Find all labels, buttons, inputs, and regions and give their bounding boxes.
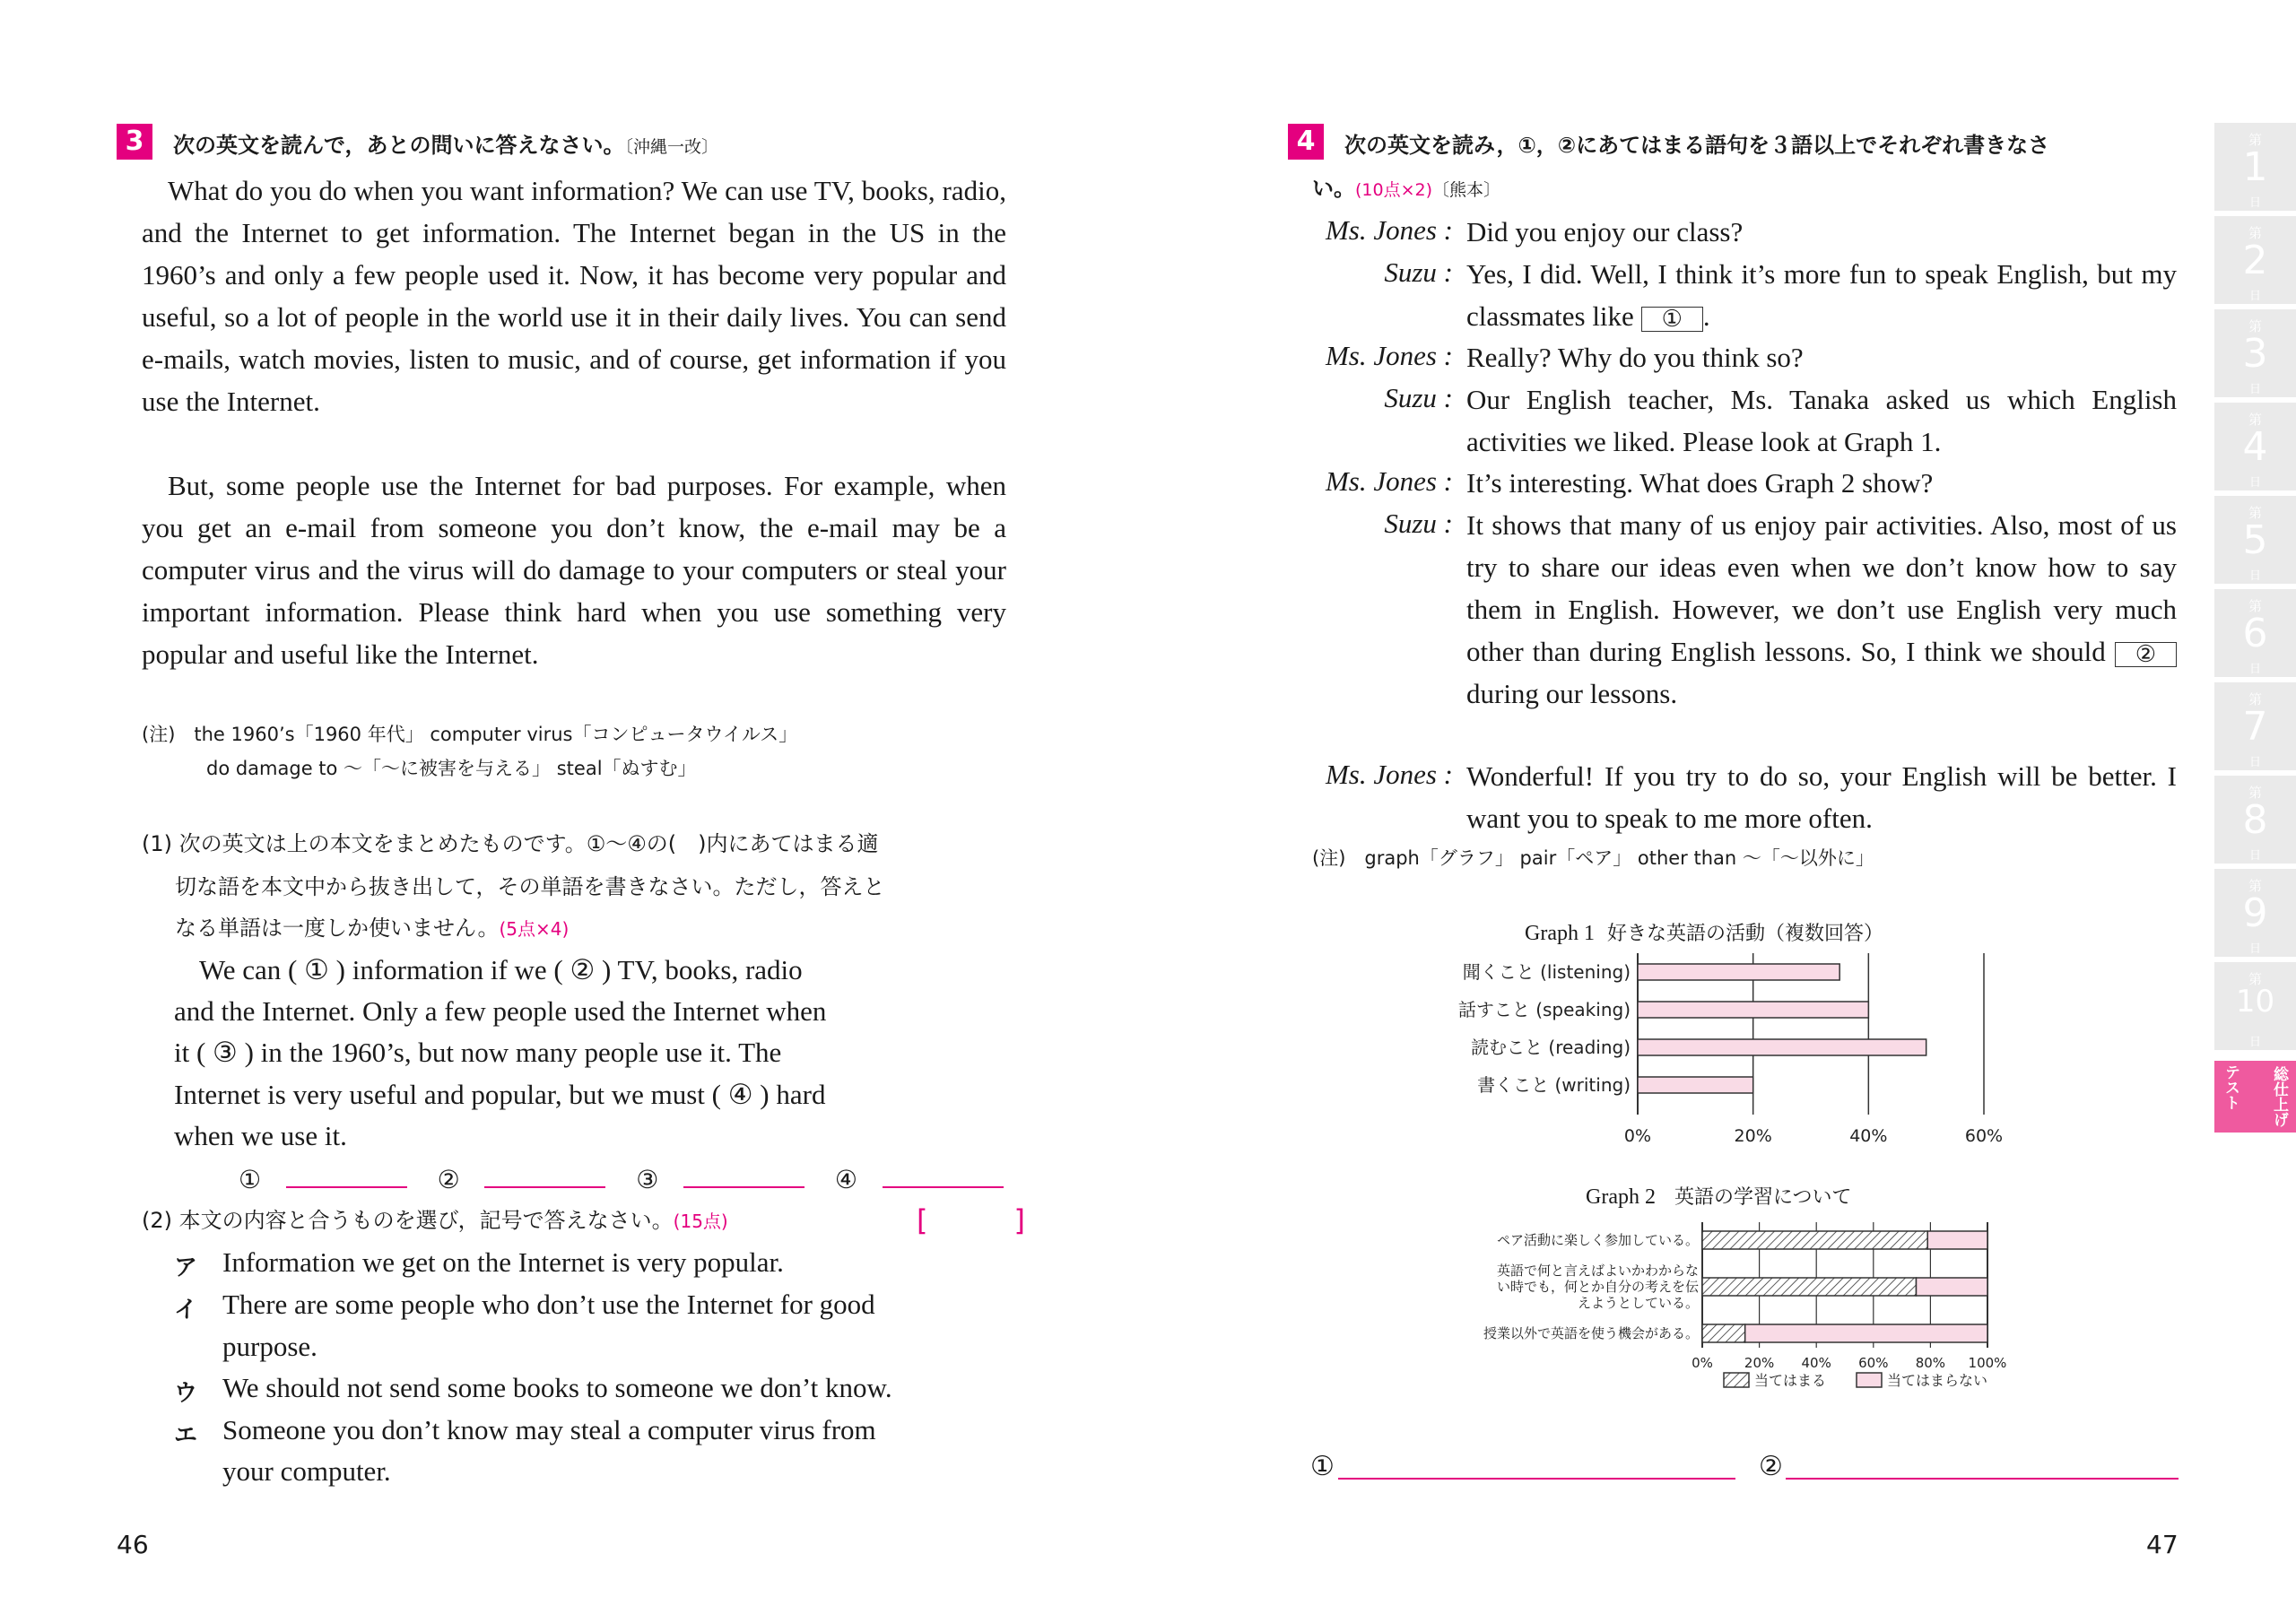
graph-1-category-label: 読むこと (reading) bbox=[1471, 1037, 1631, 1058]
question-3-source: 〔沖縄一改〕 bbox=[624, 137, 719, 157]
graph-2-bar-applies bbox=[1702, 1324, 1745, 1342]
graph-2-legend-label-applies: 当てはまる bbox=[1754, 1372, 1827, 1389]
choice-i-text: There are some people who don’t use the Internet for good bbox=[222, 1289, 875, 1320]
graph-2-legend-label-not-applies: 当てはまらない bbox=[1887, 1372, 1988, 1389]
question-3-heading bbox=[173, 127, 718, 159]
graph-2-tick-label: 60% bbox=[1858, 1355, 1889, 1371]
graph-1-tick-label: 60% bbox=[1964, 1126, 2004, 1146]
graph-2-bar-not-applies bbox=[1927, 1231, 1987, 1249]
summary-line-5: when we use it. bbox=[174, 1120, 347, 1151]
side-tab-prefix: 第 bbox=[2248, 598, 2262, 614]
question-4-number-badge: 4 bbox=[1288, 124, 1324, 160]
graph-1-title-en: Graph 1 bbox=[1525, 922, 1595, 945]
graph-2-tick-label: 80% bbox=[1915, 1355, 1946, 1371]
side-tab-prefix: 第 bbox=[2248, 318, 2262, 334]
passage-paragraph-2: But, some people use the Internet for bad purposes. For example, when you get an e-mail from someone you don’t know, the e-mail may be a computer virus and the virus will do damage to your computers or steal your important information. Please think hard when you use something very popular and useful like the Internet. bbox=[142, 470, 1006, 670]
question-1-line-2: 切な語を本文中から抜き出して，その単語を書きなさい。ただし，答えと bbox=[175, 874, 885, 899]
side-tab-prefix: 第 bbox=[2248, 878, 2262, 894]
side-tab-day-8[interactable] bbox=[2214, 776, 2296, 864]
choice-a-label: ア bbox=[174, 1254, 198, 1281]
question-3-title: 次の英文を読んで，あとの問いに答えなさい。 bbox=[173, 133, 625, 158]
speaker-suzu-2: Suzu : bbox=[1384, 382, 1453, 413]
question-1-points: (5点×4) bbox=[499, 918, 570, 940]
dialogue-line-3: Really? Why do you think so? bbox=[1466, 342, 1804, 373]
graph-2-title-jp: 英語の学習について bbox=[1674, 1186, 1852, 1209]
graph-2-category-label: えようとしている。 bbox=[1577, 1295, 1699, 1311]
side-tab-suffix: 日 bbox=[2248, 290, 2261, 303]
question-2-answer-bracket[interactable]: [ ] bbox=[917, 1203, 1025, 1237]
answer-1-label: ① bbox=[1310, 1452, 1335, 1481]
dialogue-note: (注) graph「グラフ」 pair「ペア」 other than 〜「〜以外に」 bbox=[1312, 847, 1874, 869]
question-1-line-3 bbox=[175, 907, 569, 950]
graph-1-chart bbox=[1435, 946, 2063, 1146]
dialogue-line-2-text: Yes, I did. Well, I think it’s more fun to speak English, but my classmates like bbox=[1466, 258, 2177, 332]
question-3-number-badge: 3 bbox=[117, 124, 152, 160]
side-tab-final-test[interactable] bbox=[2214, 1061, 2296, 1133]
summary-line-3: it ( ③ ) in the 1960’s, but now many people use it. The bbox=[174, 1037, 782, 1068]
graph-2-bar-not-applies bbox=[1917, 1278, 1988, 1296]
side-tab-day-3[interactable] bbox=[2214, 309, 2296, 397]
side-tab-suffix: 日 bbox=[2248, 1036, 2261, 1049]
graph-2-tick-label: 100% bbox=[1968, 1355, 2007, 1371]
question-2-text: (2) 本文の内容と合うものを選び，記号で答えなさい。 bbox=[142, 1208, 674, 1233]
side-tab-suffix: 日 bbox=[2248, 476, 2261, 490]
answer-blank-4[interactable] bbox=[883, 1161, 1004, 1188]
dialogue-line-4: Our English teacher, Ms. Tanaka asked us which English activities we liked. Please look at Graph 1. bbox=[1466, 384, 2177, 457]
side-tab-day-1[interactable] bbox=[2214, 123, 2296, 211]
side-tab-day-9[interactable] bbox=[2214, 869, 2296, 957]
final-tab-line-2: テスト bbox=[2222, 1064, 2239, 1110]
passage-paragraph-1: What do you do when you want information? We can use TV, books, radio, and the Internet to get information. The Internet began in the US in the 1960’s and only a few people used it. Now, it has become very popular and useful, so a lot of people in the world use it in their daily lives. You can send e-mails, watch movies, listen to music, and of course, get information if you use the Internet. bbox=[142, 175, 1006, 417]
side-tab-suffix: 日 bbox=[2248, 663, 2261, 676]
passage-note-line-1: (注) the 1960’s「1960 年代」 computer virus「コンピュータウイルス」 bbox=[142, 724, 798, 745]
dialogue-line-2-end: . bbox=[1702, 300, 1710, 332]
side-tab-prefix: 第 bbox=[2248, 412, 2262, 428]
question-2-line bbox=[142, 1200, 728, 1243]
blank-box-2: ② bbox=[2115, 642, 2177, 667]
choice-u-text: We should not send some books to someone we don’t know. bbox=[222, 1372, 892, 1403]
side-tab-number: 8 bbox=[2242, 797, 2268, 843]
side-tab-number: 9 bbox=[2242, 890, 2268, 936]
side-tab-suffix: 日 bbox=[2248, 383, 2261, 396]
side-tab-day-10[interactable] bbox=[2214, 962, 2296, 1050]
side-tab-number: 7 bbox=[2242, 704, 2268, 750]
side-tab-day-7[interactable] bbox=[2214, 682, 2296, 770]
graph-2-title-en: Graph 2 bbox=[1586, 1185, 1656, 1209]
dialogue-line-2 bbox=[1466, 253, 2177, 337]
summary-line-2: and the Internet. Only a few people used the Internet when bbox=[174, 995, 827, 1027]
blank-3-label: ③ bbox=[636, 1167, 659, 1194]
choice-e-label: エ bbox=[174, 1422, 198, 1449]
question-1-line-3-text: なる単語は一度しか使いません。 bbox=[175, 916, 500, 941]
summary-line-1: We can ( ① ) information if we ( ② ) TV, books, radio bbox=[199, 954, 803, 985]
side-tab-prefix: 第 bbox=[2248, 971, 2262, 987]
speaker-suzu-1: Suzu : bbox=[1384, 256, 1453, 288]
graph-1-bar bbox=[1638, 1002, 1868, 1018]
question-2-points: (15点) bbox=[673, 1211, 728, 1232]
graph-1-tick-label: 20% bbox=[1734, 1126, 1772, 1146]
page-number-right: 47 bbox=[2146, 1530, 2179, 1559]
graph-1-category-label: 話すこと (speaking) bbox=[1457, 999, 1631, 1020]
side-tab-suffix: 日 bbox=[2248, 942, 2261, 956]
choice-u-label: ウ bbox=[174, 1380, 198, 1407]
side-tab-number: 10 bbox=[2235, 984, 2275, 1020]
graph-1-bar bbox=[1638, 1039, 1926, 1055]
dialogue-line-6-end: during our lessons. bbox=[1466, 678, 1678, 709]
side-tab-suffix: 日 bbox=[2248, 756, 2261, 769]
page-number-left: 46 bbox=[117, 1530, 149, 1559]
answer-blank-1[interactable] bbox=[286, 1161, 407, 1188]
choice-e-text-cont: your computer. bbox=[222, 1455, 391, 1487]
speaker-ms-jones-1: Ms. Jones : bbox=[1325, 214, 1453, 246]
dialogue-line-6-text: It shows that many of us enjoy pair activities. Also, most of us try to share our ideas even when we don’t know how to say them in English. However, we don’t use English very much other than during English lessons. So, I think we should bbox=[1466, 509, 2177, 667]
graph-1-bar bbox=[1638, 964, 1839, 980]
graph-1-bar bbox=[1638, 1077, 1753, 1093]
side-tab-day-2[interactable] bbox=[2214, 216, 2296, 304]
graph-2-tick-label: 20% bbox=[1744, 1355, 1775, 1371]
choice-i-label: イ bbox=[174, 1297, 198, 1324]
side-tab-day-4[interactable] bbox=[2214, 403, 2296, 490]
dialogue-line-7: Wonderful! If you try to do so, your English will be better. I want you to speak to me more often. bbox=[1466, 760, 2177, 834]
question-4-title-end: い。 bbox=[1312, 176, 1355, 201]
side-tab-prefix: 第 bbox=[2248, 225, 2262, 241]
answer-2-line[interactable] bbox=[1786, 1478, 2179, 1480]
graph-1-tick-label: 40% bbox=[1849, 1126, 1888, 1146]
side-tab-number: 3 bbox=[2242, 331, 2268, 377]
graph-2-tick-label: 40% bbox=[1801, 1355, 1831, 1371]
side-tab-suffix: 日 bbox=[2248, 569, 2261, 583]
side-tab-suffix: 日 bbox=[2248, 849, 2261, 863]
graph-2-title bbox=[1586, 1182, 1852, 1210]
question-4-source: 〔熊本〕 bbox=[1432, 180, 1501, 200]
side-tab-prefix: 第 bbox=[2248, 691, 2262, 707]
question-4-points: (10点×2) bbox=[1355, 180, 1433, 200]
graph-2-tick-label: 0% bbox=[1692, 1355, 1713, 1371]
final-tab-line-1: 総仕上げ bbox=[2270, 1066, 2288, 1127]
graph-2-chart bbox=[1435, 1215, 2063, 1403]
graph-1-title bbox=[1525, 918, 1883, 946]
side-tab-suffix: 日 bbox=[2248, 196, 2261, 210]
choice-i-text-cont: purpose. bbox=[222, 1331, 317, 1362]
passage-note-line-2: do damage to 〜「〜に被害を与える」 steal「ぬすむ」 bbox=[206, 758, 697, 779]
speaker-suzu-3: Suzu : bbox=[1384, 508, 1453, 539]
side-tab-day-6[interactable] bbox=[2214, 589, 2296, 677]
graph-2-category-label: 英語で何と言えばよいかわからな bbox=[1496, 1263, 1699, 1279]
speaker-ms-jones-2: Ms. Jones : bbox=[1325, 340, 1453, 371]
side-tab-number: 5 bbox=[2242, 517, 2268, 563]
graph-2-legend-swatch-applies bbox=[1724, 1373, 1749, 1387]
graph-2-bar-not-applies bbox=[1745, 1324, 1987, 1342]
side-tab-day-5[interactable] bbox=[2214, 496, 2296, 584]
answer-1-line[interactable] bbox=[1338, 1478, 1735, 1480]
question-1-line-1: (1) 次の英文は上の本文をまとめたものです。①〜④の( )内にあてはまる適 bbox=[142, 831, 879, 856]
graph-2-category-label: ペア活動に楽しく参加している。 bbox=[1496, 1232, 1699, 1248]
answer-blanks-row bbox=[239, 1158, 1004, 1202]
side-tab-prefix: 第 bbox=[2248, 785, 2262, 801]
answer-2-label: ② bbox=[1759, 1452, 1783, 1481]
dialogue-line-1: Did you enjoy our class? bbox=[1466, 216, 1744, 247]
side-tab-number: 1 bbox=[2242, 144, 2268, 190]
dialogue-line-6 bbox=[1466, 504, 2177, 715]
blank-1-label: ① bbox=[239, 1167, 262, 1194]
blank-2-label: ② bbox=[437, 1167, 460, 1194]
dialogue-line-5: It’s interesting. What does Graph 2 show? bbox=[1466, 467, 1934, 499]
question-4-heading-line-2 bbox=[1312, 170, 1500, 202]
graph-2-legend-swatch-not-applies bbox=[1857, 1373, 1882, 1387]
blank-box-1: ① bbox=[1641, 307, 1703, 332]
choice-e-text: Someone you don’t know may steal a computer virus from bbox=[222, 1414, 876, 1445]
answer-blank-2[interactable] bbox=[484, 1161, 605, 1188]
side-tab-number: 4 bbox=[2242, 424, 2268, 470]
blank-4-label: ④ bbox=[834, 1167, 857, 1194]
graph-2-category-label: 授業以外で英語を使う機会がある。 bbox=[1483, 1325, 1699, 1341]
graph-1-tick-label: 0% bbox=[1623, 1126, 1652, 1146]
graph-2-bar-applies bbox=[1702, 1231, 1927, 1249]
choice-a-text: Information we get on the Internet is very popular. bbox=[222, 1246, 784, 1278]
side-tab-number: 2 bbox=[2242, 238, 2268, 283]
graph-1-title-jp: 好きな英語の活動（複数回答） bbox=[1606, 923, 1883, 945]
graph-2-category-label: い時でも，何とか自分の考えを伝 bbox=[1496, 1279, 1699, 1295]
graph-1-category-label: 聞くこと (listening) bbox=[1462, 961, 1631, 983]
question-4-heading-line-1: 次の英文を読み，①，②にあてはまる語句を３語以上でそれぞれ書きなさ bbox=[1344, 133, 2050, 158]
answer-blank-3[interactable] bbox=[683, 1161, 804, 1188]
graph-1-category-label: 書くこと (writing) bbox=[1477, 1074, 1631, 1096]
speaker-ms-jones-3: Ms. Jones : bbox=[1325, 465, 1453, 497]
side-tab-prefix: 第 bbox=[2248, 132, 2262, 148]
side-tab-prefix: 第 bbox=[2248, 505, 2262, 521]
summary-line-4: Internet is very useful and popular, but we must ( ④ ) hard bbox=[174, 1079, 826, 1110]
graph-2-bar-applies bbox=[1702, 1278, 1917, 1296]
side-tab-number: 6 bbox=[2242, 611, 2268, 656]
speaker-ms-jones-4: Ms. Jones : bbox=[1325, 759, 1453, 790]
